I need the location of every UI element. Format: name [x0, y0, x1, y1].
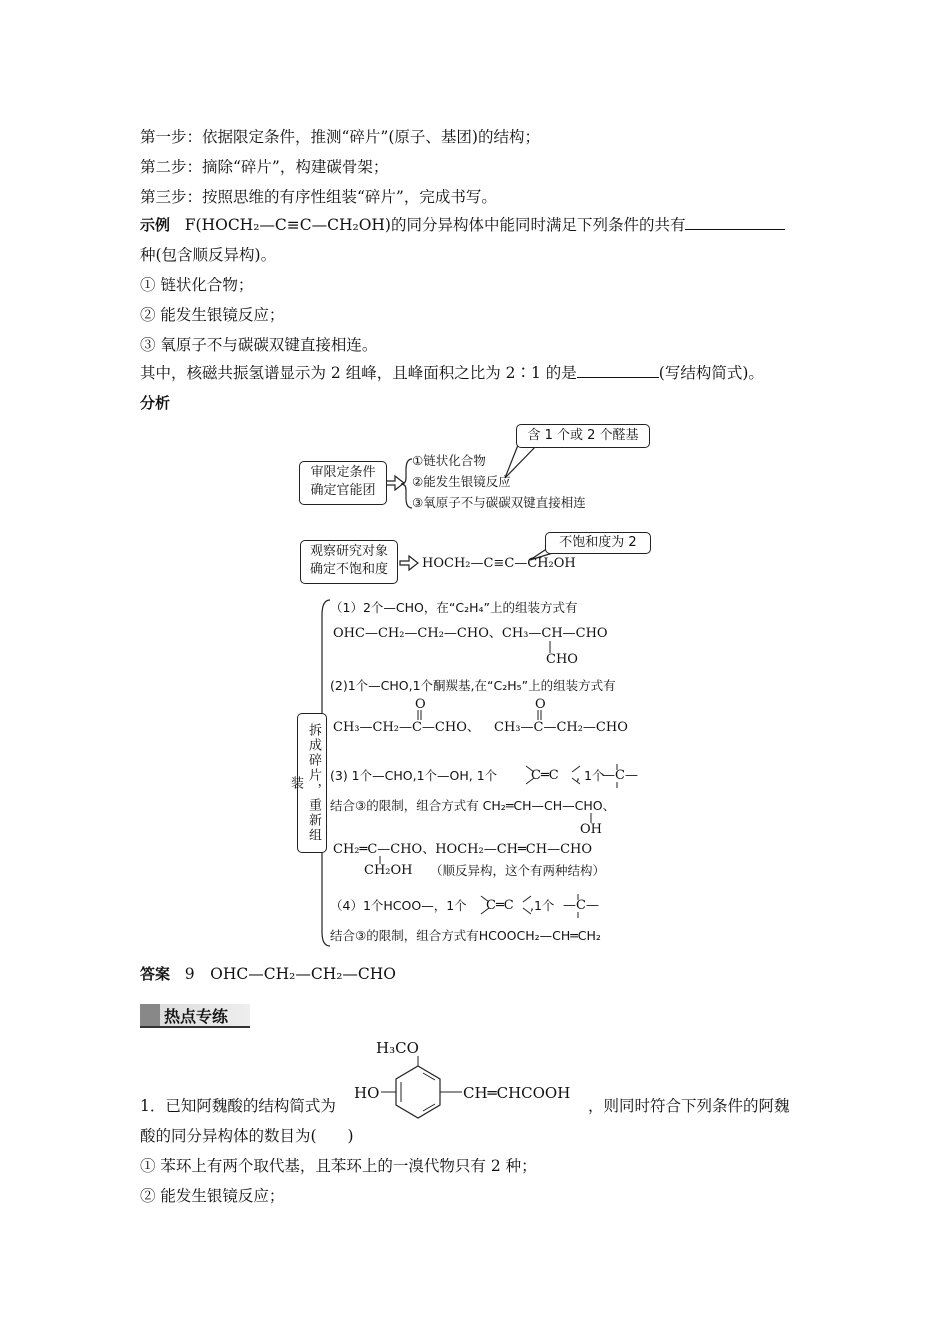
branch4-dbl: C═C [486, 898, 514, 913]
q1-text-a: 1．已知阿魏酸的结构简式为 [140, 1097, 336, 1115]
structure-hydroxy: HO [354, 1084, 380, 1102]
box1-line2: 确定官能团 [310, 483, 376, 498]
box2-line2: 确定不饱和度 [309, 562, 388, 577]
diagram-cond-3: ③氧原子不与碳碳双键直接相连 [412, 495, 586, 510]
section-title: 热点专练 [164, 1007, 229, 1026]
branch3-line2: CH₂═C—CHO、HOCH₂—CH═CH—CHO [333, 842, 593, 857]
branch2-o1: O [415, 697, 426, 712]
branch1-head: （1）2个—CHO，在“C₂H₄”上的组装方式有 [330, 600, 578, 615]
example-line-2: 种(包含顺反异构)。 [140, 246, 277, 264]
branch3-ch2oh: CH₂OH [364, 863, 413, 878]
example-label: 示例 [140, 216, 171, 234]
branch3-dbl: C═C [531, 768, 559, 783]
step-2: 第二步：摘除“碎片”，构建碳骨架； [140, 158, 389, 176]
branch4-head: （4）1个HCOO—，1个 [330, 898, 467, 913]
step-3: 第三步：按照思维的有序性组装“碎片”，完成书写。 [140, 188, 497, 206]
branch3-oh: OH [580, 822, 602, 837]
diagram-cond-1: ①链状化合物 [412, 453, 486, 468]
answer-text: 9 OHC—CH₂—CH₂—CHO [184, 965, 397, 983]
callout-unsaturation: 不饱和度为 2 [545, 532, 651, 554]
question-suffix: (写结构简式)。 [658, 364, 764, 382]
condition-2: ② 能发生银镜反应； [140, 306, 285, 324]
condition-3: ③ 氧原子不与碳碳双键直接相连。 [140, 336, 378, 354]
q1-condition-2: ② 能发生银镜反应； [140, 1187, 285, 1205]
analysis-label: 分析 [140, 394, 171, 412]
branch1-line: OHC—CH₂—CH₂—CHO、CH₃—CH—CHO [333, 626, 608, 641]
branch2-o2: O [535, 697, 546, 712]
condition-1: ① 链状化合物； [140, 276, 254, 294]
box-split-assemble: 拆成碎片，重新组装 [297, 713, 327, 853]
example-text: F(HOCH₂—C≡C—CH₂OH)的同分异构体中能同时满足下列条件的共有 [184, 216, 686, 234]
branch1-sub: CHO [546, 652, 578, 667]
branch3-head: (3) 1个—CHO,1个—OH, 1个 [330, 768, 498, 783]
structure-methoxy: H₃CO [376, 1039, 419, 1057]
branch3-note: （顺反异构，这个有两种结构） [430, 863, 606, 878]
q1-condition-1: ① 苯环上有两个取代基，且苯环上的一溴代物只有 2 种； [140, 1157, 537, 1175]
q1-text-b: ，则同时符合下列条件的阿魏 [588, 1097, 790, 1115]
question-text: 其中，核磁共振氢谱显示为 2 组峰，且峰面积之比为 2∶1 的是 [140, 364, 577, 382]
branch4-c: —C— [563, 898, 599, 913]
diagram-cond-2: ②能发生银镜反应 [412, 474, 511, 489]
box1-line1: 审限定条件 [310, 465, 376, 480]
structure-side-chain: CH═CHCOOH [463, 1084, 571, 1102]
step-1: 第一步：依据限定条件，推测“碎片”(原子、基团)的结构； [140, 128, 540, 146]
branch3-c: —C— [602, 768, 638, 783]
box2-line1: 观察研究对象 [309, 544, 388, 559]
branch3-line: 结合③的限制，组合方式有 CH₂═CH—CH—CHO、 [330, 798, 616, 813]
branch2-line1: CH₃—CH₂—C—CHO、 [333, 720, 480, 735]
branch2-line2: CH₃—C—CH₂—CHO [494, 720, 628, 735]
branch3-mid: , 1个 [576, 768, 605, 783]
callout-aldehyde: 含 1 个或 2 个醛基 [516, 424, 650, 448]
branch4-mid: ,1个 [530, 898, 555, 913]
diagram-formula: HOCH₂—C≡C—CH₂OH [422, 556, 576, 571]
branch4-line: 结合③的限制，组合方式有HCOOCH₂—CH═CH₂ [330, 928, 601, 943]
branch2-head: (2)1个—CHO,1个酮羰基,在“C₂H₅”上的组装方式有 [330, 678, 616, 693]
answer-label: 答案 [140, 965, 171, 983]
q1-text-c: 酸的同分异构体的数目为( ) [140, 1127, 354, 1145]
